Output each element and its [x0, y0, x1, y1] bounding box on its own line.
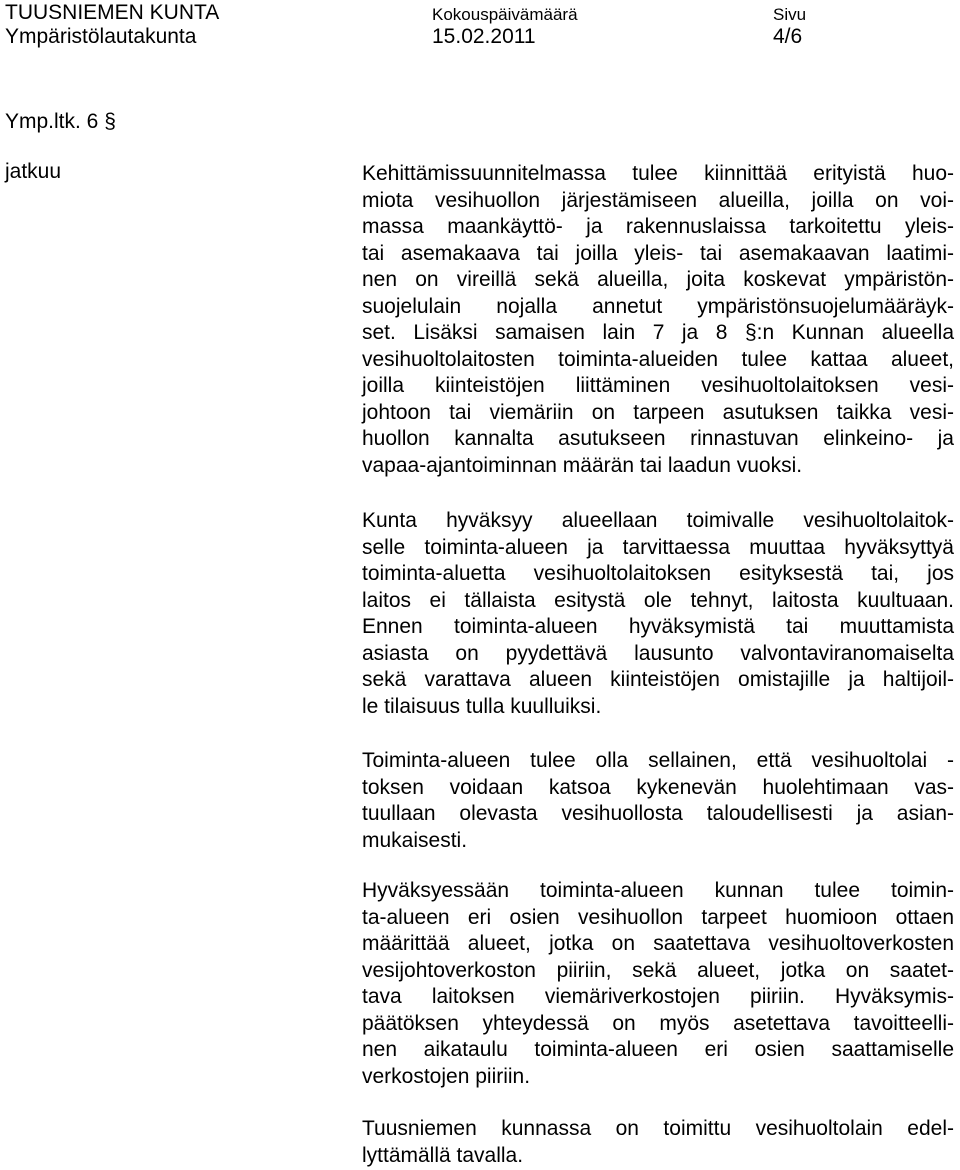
- paragraph-line: tava laitoksen viemäriverkostojen piiriin. Hyväksymis-: [362, 985, 954, 1008]
- paragraph-line: verkostojen piiriin.: [362, 1064, 531, 1088]
- page-number: 4/6: [773, 25, 803, 48]
- paragraph-line: tai asemakaava tai joilla yleis- tai asemakaavan laatimi-: [362, 241, 954, 265]
- paragraph-line: vesihuoltolaitosten toiminta-alueiden tulee kattaa alueet,: [362, 347, 954, 371]
- continued-label: jatkuu: [5, 160, 62, 183]
- paragraph-line: nen on vireillä sekä alueilla, joita koskevat ympäristön-: [362, 268, 954, 291]
- paragraph-line: Kunta hyväksyy alueellaan toimivalle vesihuoltolaitok-: [362, 509, 954, 532]
- paragraph-line: ta-alueen eri osien vesihuollon tarpeet huomioon ottaen: [362, 905, 954, 929]
- board-name: Ympäristölautakunta: [5, 25, 197, 48]
- paragraph-line: Kehittämissuunnitelmassa tulee kiinnittää erityistä huo-: [362, 162, 954, 185]
- meeting-date: 15.02.2011: [432, 25, 536, 48]
- paragraph-line: vesijohtoverkoston piiriin, sekä alueet, jotka on saatet-: [362, 958, 954, 982]
- paragraph-line: laitos ei tällaista esitystä ole tehnyt, laitosta kuultuaan.: [362, 588, 954, 612]
- paragraph-line: vapaa-ajantoiminnan määrän tai laadun vuoksi.: [362, 453, 803, 477]
- paragraph-line: nen aikataulu toiminta-alueen eri osien saattamiselle: [362, 1038, 954, 1061]
- paragraph-line: joilla kiinteistöjen liittäminen vesihuoltolaitoksen vesi-: [362, 374, 954, 397]
- paragraph-line: johtoon tai viemäriin on tarpeen asutuksen taikka vesi-: [362, 400, 954, 424]
- org-name: TUUSNIEMEN KUNTA: [5, 1, 220, 24]
- paragraph-line: Ennen toiminta-alueen hyväksymistä tai muuttamista: [362, 615, 954, 638]
- date-label: Kokouspäivämäärä: [432, 5, 578, 24]
- paragraph-line: Tuusniemen kunnassa on toimittu vesihuoltolain edel-: [362, 1117, 954, 1140]
- paragraph-line: toksen voidaan katsoa kykenevän huolehtimaan vas-: [362, 775, 954, 799]
- paragraph-line: tuullaan olevasta vesihuollosta taloudellisesti ja asian-: [362, 802, 954, 825]
- paragraph-line: Toiminta-alueen tulee olla sellainen, että vesihuoltolai -: [362, 749, 954, 772]
- paragraph-line: päätöksen yhteydessä on myös asetettava tavoitteelli-: [362, 1011, 954, 1035]
- paragraph-line: lyttämällä tavalla.: [362, 1143, 524, 1167]
- section-reference: Ymp.ltk. 6 §: [5, 110, 116, 133]
- paragraph-line: asiasta on pyydettävä lausunto valvontaviranomaiselta: [362, 641, 954, 665]
- paragraph-line: miota vesihuollon järjestämiseen alueilla, joilla on voi-: [362, 188, 954, 212]
- paragraph-line: huollon kannalta asutukseen rinnastuvan elinkeino- ja: [362, 427, 954, 450]
- paragraph-line: toiminta-aluetta vesihuoltolaitoksen esityksestä tai, jos: [362, 562, 954, 585]
- paragraph-line: mukaisesti.: [362, 828, 468, 852]
- paragraph-line: Hyväksyessään toiminta-alueen kunnan tulee toimin-: [362, 879, 954, 902]
- paragraph-line: suojelulain nojalla annetut ympäristönsuojelumääräyk-: [362, 294, 954, 318]
- paragraph-line: le tilaisuus tulla kuulluiksi.: [362, 694, 602, 718]
- paragraph-line: selle toiminta-alueen ja tarvittaessa muuttaa hyväksyttyä: [362, 535, 954, 559]
- paragraph-line: set. Lisäksi samaisen lain 7 ja 8 §:n Kunnan alueella: [362, 321, 954, 344]
- paragraph-line: massa maankäyttö- ja rakennuslaissa tarkoitettu yleis-: [362, 215, 954, 238]
- paragraph-line: sekä varattava alueen kiinteistöjen omistajille ja haltijoil-: [362, 668, 954, 691]
- paragraph-line: määrittää alueet, jotka on saatettava vesihuoltoverkosten: [362, 932, 954, 955]
- page-label: Sivu: [773, 5, 807, 24]
